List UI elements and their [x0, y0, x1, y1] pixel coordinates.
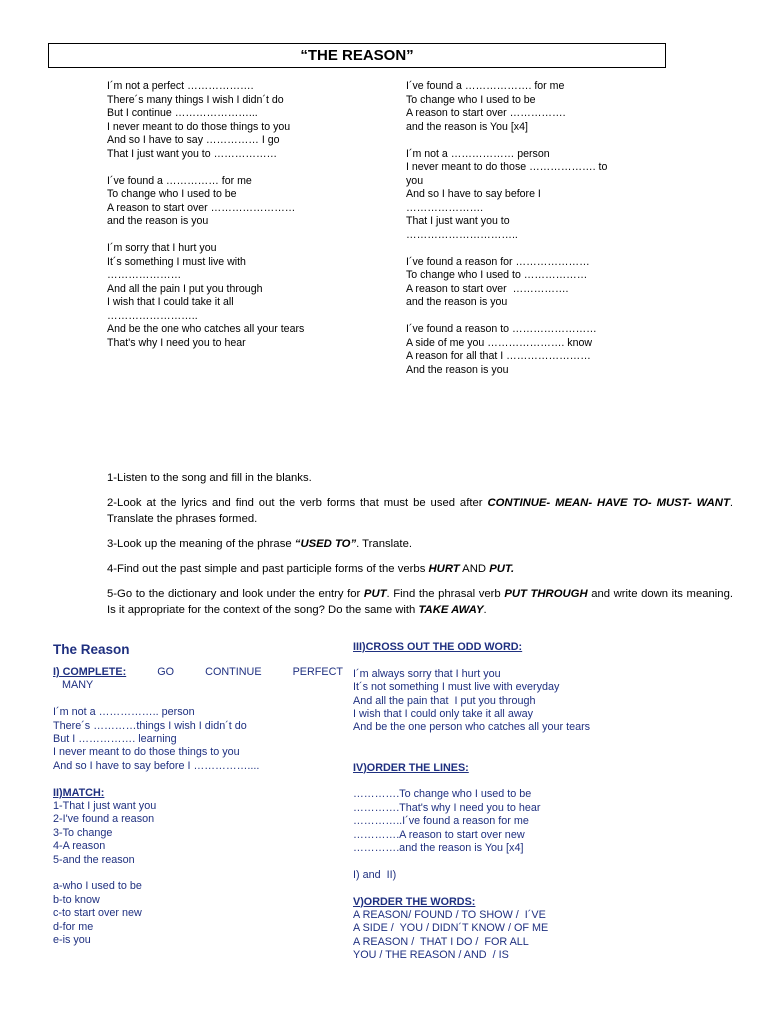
complete-line: But I ……………. learning — [53, 733, 177, 746]
lyric-line: To change who I used to be — [107, 188, 237, 200]
order-words-line: A SIDE / YOU / DIDN´T KNOW / OF ME — [353, 922, 549, 935]
order-lines — [353, 788, 653, 855]
blank-line — [406, 134, 666, 148]
instruction-1-text: 1-Listen to the song and fill in the blanks. — [107, 472, 312, 484]
match-line: 5-and the reason — [53, 853, 135, 866]
blank-line — [406, 310, 666, 324]
order-line: …………..I´ve found a reason for me — [353, 815, 529, 828]
complete-word-3: PERFECT — [292, 666, 343, 678]
order-line: ………….That's why I need you to hear — [353, 801, 541, 814]
match-lines — [53, 800, 343, 867]
lyric-line: and the reason is you — [406, 296, 508, 308]
instruction-3 — [107, 536, 733, 552]
odd-word-line: I´m always sorry that I hurt you — [353, 667, 501, 680]
instructions — [107, 470, 733, 627]
lyric-line: I´ve found a ………………. for me — [406, 80, 565, 92]
blank-line — [107, 161, 367, 175]
instruction-3-tail: . Translate. — [356, 538, 412, 550]
lyric-line: And so I have to say before I — [406, 188, 541, 200]
lyric-line: …………………….. — [107, 309, 198, 322]
complete-line: I never meant to do those things to you — [53, 746, 240, 759]
odd-word-line: And all the pain that I put you through — [353, 694, 536, 707]
complete-header-row — [53, 666, 343, 679]
lyric-line: I´ve found a …………… for me — [107, 174, 252, 187]
lyric-line: I´ve found a reason to …………………… — [406, 323, 597, 335]
order-line: ………….and the reason is You [x4] — [353, 842, 524, 855]
instruction-3-text: 3-Look up the meaning of the phrase — [107, 538, 295, 550]
lyrics-left-column — [107, 80, 367, 350]
complete-heading: I) COMPLETE: — [53, 666, 127, 678]
instruction-5-take-away: TAKE AWAY — [418, 604, 484, 616]
lyric-line: A reason to start over …………………… — [107, 201, 296, 214]
instruction-5-mid: . Find the phrasal verb — [386, 588, 505, 600]
complete-line: I´m not a …………….. person — [53, 706, 195, 719]
lyric-line: I´ve found a reason for ………………… — [406, 255, 590, 268]
instruction-5-question: and write down its meaning. Is it appropriate for the context of the song? Do the same with — [107, 588, 734, 616]
instruction-4-verb-put: PUT. — [489, 563, 515, 575]
match-option: a-who I used to be — [53, 880, 142, 893]
lyric-line: To change who I used to be — [406, 93, 536, 106]
lyric-line: you — [406, 174, 424, 187]
lyric-line: A reason to start over ……………. — [406, 107, 566, 119]
complete-word-2: CONTINUE — [205, 666, 262, 678]
match-option: d-for me — [53, 920, 94, 933]
match-option: c-to start over new — [53, 907, 142, 920]
blank-line — [406, 242, 666, 256]
order-line: ………….To change who I used to be — [353, 788, 532, 801]
lyric-line: And so I have to say …………… I go — [107, 134, 280, 146]
lyric-line: I´m not a perfect ………………. — [107, 80, 254, 92]
odd-word-line: It´s not something I must live with everyday — [353, 681, 560, 694]
instruction-2-tail: . Translate the phrases formed. — [107, 497, 734, 525]
odd-word-line: I wish that I could only take it all away — [353, 708, 534, 721]
match-option: b-to know — [53, 893, 100, 906]
match-line: 2-I've found a reason — [53, 813, 155, 826]
instruction-4 — [107, 561, 733, 577]
instruction-3-phrase: “USED TO” — [294, 538, 357, 550]
instruction-1 — [107, 470, 733, 486]
order-lines-heading: IV)ORDER THE LINES: — [353, 761, 469, 774]
lyric-line: That's why I need you to hear — [107, 336, 246, 349]
match-line: 4-A reason — [53, 840, 106, 853]
lyric-line: That I just want you to — [406, 215, 510, 227]
lyric-line: A side of me you …………………. know — [406, 336, 593, 349]
complete-word-1: GO — [157, 666, 175, 678]
lyric-line: To change who I used to ……………… — [406, 269, 588, 281]
complete-line: There´s …………things I wish I didn´t do — [53, 719, 247, 732]
order-words-line: YOU / THE REASON / AND / IS — [353, 949, 509, 962]
instruction-5 — [107, 586, 733, 618]
order-line: ………….A reason to start over new — [353, 828, 525, 841]
instruction-2-text: 2-Look at the lyrics and find out the verb forms that must be used after — [107, 497, 488, 509]
instruction-4-verb-hurt: HURT — [428, 563, 460, 575]
order-words-line: A REASON/ FOUND / TO SHOW / I´VE — [353, 909, 546, 922]
lyric-line: That I just want you to ……………… — [107, 147, 278, 160]
match-option: e-is you — [53, 934, 91, 947]
lyric-line: There´s many things I wish I didn´t do — [107, 93, 284, 106]
lyric-line: But I continue …………………... — [107, 107, 258, 119]
lyric-line: And all the pain I put you through — [107, 282, 263, 295]
instruction-4-and: AND — [459, 563, 490, 575]
odd-word-heading: III)CROSS OUT THE ODD WORD: — [353, 641, 523, 653]
complete-line: And so I have to say before I …………….... — [53, 759, 260, 772]
instruction-2-verbs: CONTINUE- MEAN- HAVE TO- MUST- WANT — [487, 497, 730, 509]
lyric-line: …………………. — [406, 201, 484, 214]
instruction-5-put: PUT — [363, 588, 387, 600]
complete-lines — [53, 706, 343, 773]
lyric-line: A reason for all that I …………………… — [406, 350, 591, 362]
instruction-2 — [107, 495, 733, 527]
lyric-line: I wish that I could take it all — [107, 296, 234, 308]
blank-line — [107, 229, 367, 243]
lyric-line: I never meant to do those ………………. to — [406, 161, 608, 173]
match-heading: II)MATCH: — [53, 786, 105, 799]
order-note: I) and II) — [353, 868, 397, 881]
order-words-lines — [353, 909, 653, 963]
worksheet-right — [353, 641, 653, 963]
instruction-5-end: . — [483, 604, 487, 616]
match-line: 1-That I just want you — [53, 800, 157, 813]
lyric-line: It´s something I must live with — [107, 255, 246, 268]
worksheet-title: The Reason — [53, 642, 130, 657]
lyrics-right-column — [406, 80, 666, 377]
song-title: “THE REASON” — [48, 43, 666, 68]
lyric-line: I´m not a ……………… person — [406, 147, 550, 160]
order-words-heading: V)ORDER THE WORDS: — [353, 895, 476, 908]
order-words-line: A REASON / THAT I DO / FOR ALL — [353, 935, 529, 948]
match-options — [53, 880, 343, 947]
odd-word-line: And be the one person who catches all your tears — [353, 721, 591, 734]
instruction-5-put-through: PUT THROUGH — [504, 588, 588, 600]
lyric-line: and the reason is you — [107, 215, 209, 227]
lyric-line: A reason to start over ……………. — [406, 282, 569, 295]
lyric-line: and the reason is You [x4] — [406, 120, 528, 133]
lyric-line: And be the one who catches all your tears — [107, 323, 305, 335]
worksheet-left — [53, 641, 343, 947]
lyric-line: ………………… — [107, 269, 182, 281]
lyric-line: I´m sorry that I hurt you — [107, 242, 217, 254]
match-line: 3-To change — [53, 826, 113, 839]
lyric-line: ………………………….. — [406, 228, 518, 241]
lyric-line: I never meant to do those things to you — [107, 120, 291, 133]
complete-word-4: MANY — [62, 679, 94, 692]
instruction-4-text: 4-Find out the past simple and past participle forms of the verbs — [107, 563, 429, 575]
odd-word-lines — [353, 668, 653, 735]
instruction-5-text: 5-Go to the dictionary and look under the entry for — [107, 588, 364, 600]
lyric-line: And the reason is you — [406, 363, 509, 376]
